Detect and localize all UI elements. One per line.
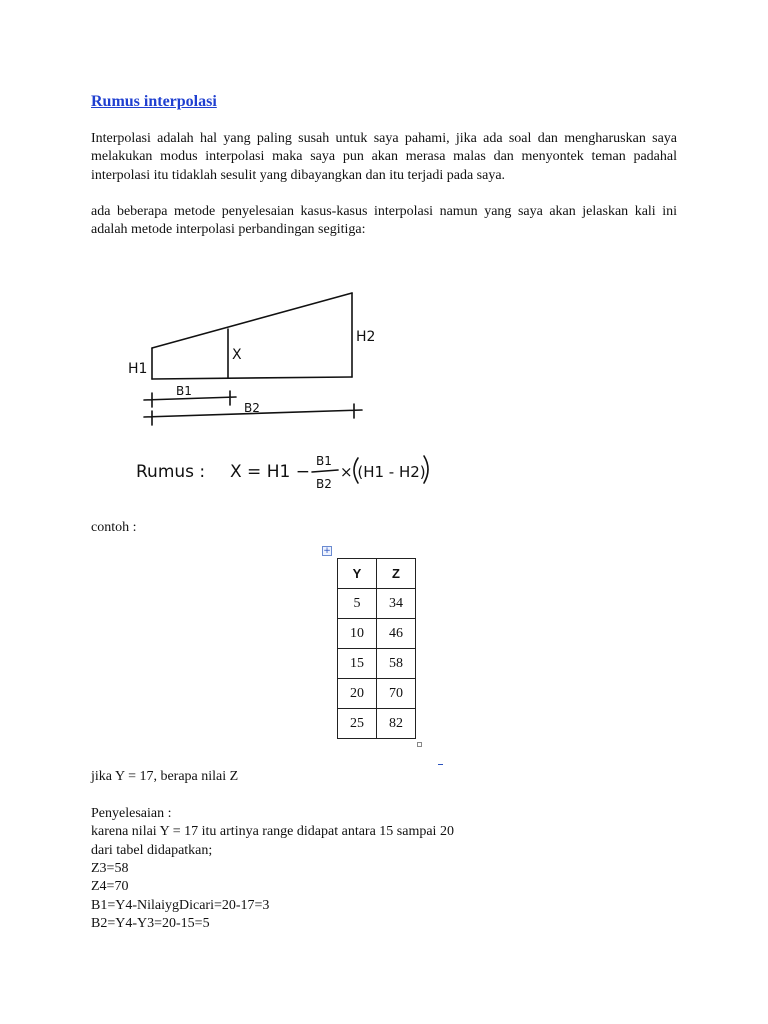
formula-denominator: B2: [316, 477, 332, 491]
example-label: contoh :: [91, 520, 137, 535]
label-b2: B2: [244, 401, 260, 415]
fraction-bar: [312, 470, 338, 472]
table-cell: 82: [377, 709, 416, 739]
question-line: jika Y = 17, berapa nilai Z: [91, 769, 239, 784]
table-row: [338, 619, 416, 649]
intro-paragraph: Interpolasi adalah hal yang paling susah untuk saya pahami, jika ada soal dan mengharuskan saya melakukan modus interpolasi maka saya pun akan merasa malas dan menyontek teman padahal interpolasi itu tidaklah sesulit yang dibayangkan dan itu terjadi pada saya.: [91, 131, 677, 183]
example-table: [337, 558, 416, 739]
table-cell: 15: [338, 649, 377, 679]
formula-lhs: X = H1 −: [230, 462, 310, 482]
table-header-row: [338, 559, 416, 589]
table-cell: 5: [338, 589, 377, 619]
method-paragraph: ada beberapa metode penyelesaian kasus-kasus interpolasi namun yang saya akan jelaskan kali ini adalah metode interpolasi perbandingan segitiga:: [91, 204, 677, 238]
solution-line: Z4=70: [91, 879, 129, 895]
label-b1: B1: [176, 384, 192, 398]
table-row: [338, 649, 416, 679]
label-x: X: [232, 347, 242, 363]
solution-block: [91, 768, 454, 934]
table-cell: 20: [338, 679, 377, 709]
table-row: [338, 679, 416, 709]
table-cell: 46: [377, 619, 416, 649]
resize-handle-icon[interactable]: [417, 742, 422, 747]
column-header: Z: [377, 559, 416, 589]
table-cell: 34: [377, 589, 416, 619]
formula-prefix: Rumus :: [136, 462, 206, 482]
table-row: [338, 589, 416, 619]
label-h1: H1: [128, 361, 148, 377]
formula-rhs: × (H1 - H2): [340, 463, 426, 481]
solution-line: B2=Y4-Y3=20-15=5: [91, 916, 210, 932]
move-handle-icon[interactable]: +: [323, 546, 331, 556]
formula-numerator: B1: [316, 454, 332, 468]
label-h2: H2: [356, 329, 376, 345]
solution-line: karena nilai Y = 17 itu artinya range didapat antara 15 sampai 20: [91, 824, 454, 840]
spacer: [91, 786, 454, 804]
link-underline-fragment: [438, 764, 443, 765]
page-title[interactable]: Rumus interpolasi: [91, 93, 217, 110]
example-table-container: [322, 546, 426, 752]
table-row: [338, 709, 416, 739]
table-cell: 25: [338, 709, 377, 739]
solution-line: B1=Y4-NilaiygDicari=20-17=3: [91, 897, 270, 913]
interpolation-sketch: [112, 255, 452, 517]
table-cell: 70: [377, 679, 416, 709]
column-header: Y: [338, 559, 377, 589]
solution-heading: Penyelesaian :: [91, 805, 172, 821]
table-cell: 58: [377, 649, 416, 679]
solution-line: Z3=58: [91, 861, 129, 877]
base-line: [152, 377, 352, 379]
slope-line: [152, 293, 352, 348]
solution-line: dari tabel didapatkan;: [91, 842, 213, 858]
table-cell: 10: [338, 619, 377, 649]
triangle-diagram: [112, 255, 452, 517]
